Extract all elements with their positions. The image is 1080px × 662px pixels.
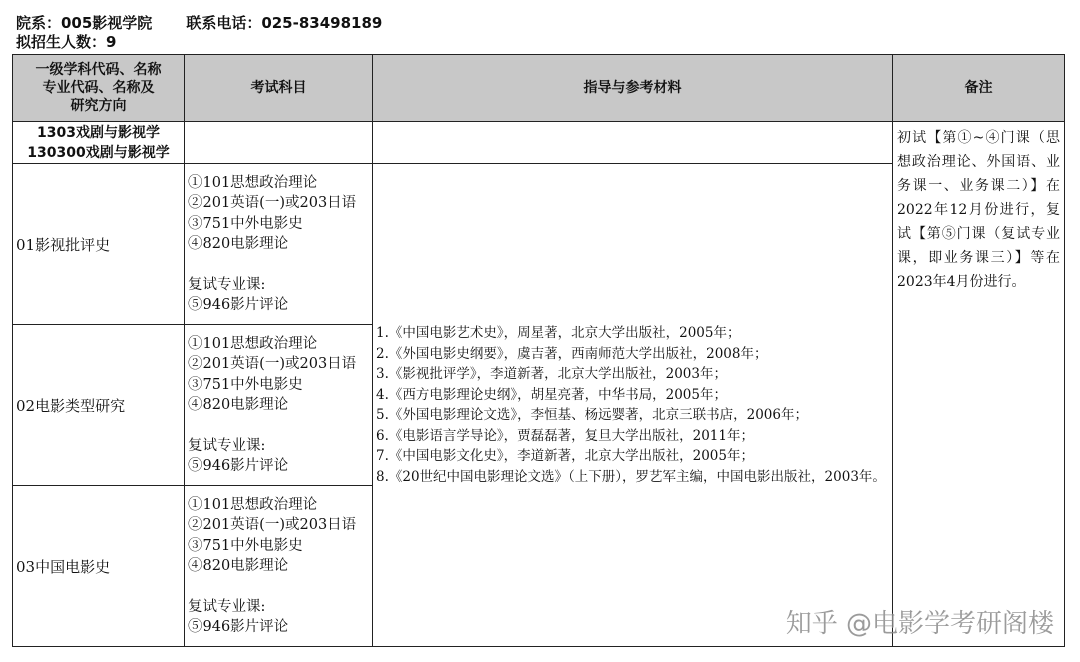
reference-item: 5.《外国电影理论文选》，李恒基、杨远婴著，北京三联书店，2006年； (376, 407, 808, 423)
retest-subject: ⑤946影片评论 (188, 458, 289, 474)
retest-subject: ⑤946影片评论 (188, 619, 289, 635)
column-header-line: 一级学科代码、名称 (35, 62, 162, 78)
major-name: 130300戏剧与影视学 (27, 144, 170, 161)
major-name-cell (13, 122, 185, 164)
column-header-notes: 备注 (893, 55, 1065, 122)
exam-subject: ④820电影理论 (188, 236, 289, 252)
document-header (16, 14, 382, 52)
retest-label: 复试专业课: (188, 437, 266, 454)
reference-item: 3.《影视批评学》，李道新著，北京大学出版社，2003年； (376, 366, 727, 382)
exam-subjects-cell (185, 164, 373, 325)
empty-cell (373, 122, 893, 164)
discipline-name: 1303戏剧与影视学 (37, 124, 160, 141)
watermark: 知乎 @电影学考研阁楼 (785, 609, 1054, 639)
column-header-line: 研究方向 (70, 98, 127, 114)
exam-subject: ②201英语(一)或203日语 (188, 356, 357, 372)
reference-item: 7.《中国电影文化史》，李道新著，北京大学出版社，2005年； (376, 448, 754, 464)
admission-table (12, 54, 1065, 647)
direction-name: 03中国电影史 (13, 486, 185, 647)
major-row (13, 122, 1065, 164)
empty-cell (185, 122, 373, 164)
exam-subject: ③751中外电影史 (188, 537, 303, 554)
exam-subjects-cell (185, 325, 373, 486)
direction-name: 02电影类型研究 (13, 325, 185, 486)
references-cell (373, 164, 893, 647)
retest-subject: ⑤946影片评论 (188, 297, 289, 313)
reference-item: 1.《中国电影艺术史》，周星著，北京大学出版社，2005年； (376, 325, 741, 341)
reference-item: 4.《西方电影理论史纲》，胡星亮著，中华书局，2005年； (376, 386, 727, 403)
reference-item: 2.《外国电影史纲要》，虞吉著，西南师范大学出版社，2008年； (376, 345, 768, 362)
exam-subject: ①101思想政治理论 (188, 496, 318, 513)
exam-subject: ①101思想政治理论 (188, 174, 318, 191)
direction-name: 01影视批评史 (13, 164, 185, 325)
reference-item: 8.《20世纪中国电影理论文选》（上下册），罗艺军主编，中国电影出版社，2003年。 (376, 468, 886, 485)
retest-label: 复试专业课: (188, 276, 266, 293)
exam-subject: ③751中外电影史 (188, 376, 303, 393)
school-name: 院系：005影视学院 (16, 14, 153, 32)
table-header-row (13, 55, 1065, 122)
column-header-references: 指导与参考材料 (373, 55, 893, 122)
column-header-subjects: 考试科目 (185, 55, 373, 122)
exam-subject: ②201英语(一)或203日语 (188, 517, 357, 533)
column-header-major (13, 55, 185, 122)
exam-subject: ③751中外电影史 (188, 215, 303, 232)
exam-subject: ②201英语(一)或203日语 (188, 195, 357, 211)
reference-item: 6.《电影语言学导论》，贾磊磊著，复旦大学出版社，2011年； (376, 427, 754, 444)
note-cell: 初试【第①~④门课（思想政治理论、外国语、业务课一、业务课二）】在2022年12月份进行，复试【第⑤门课（复试专业课，即业务课三）】等在2023年4月份进行。 (893, 122, 1065, 647)
exam-subject: ④820电影理论 (188, 558, 289, 574)
exam-subjects-cell (185, 486, 373, 647)
exam-subject: ④820电影理论 (188, 397, 289, 413)
enrollment-quota: 拟招生人数：9 (16, 33, 117, 51)
exam-subject: ①101思想政治理论 (188, 335, 318, 352)
retest-label: 复试专业课: (188, 598, 266, 615)
column-header-line: 专业代码、名称及 (42, 80, 155, 96)
contact-phone: 联系电话：025-83498189 (186, 14, 383, 32)
